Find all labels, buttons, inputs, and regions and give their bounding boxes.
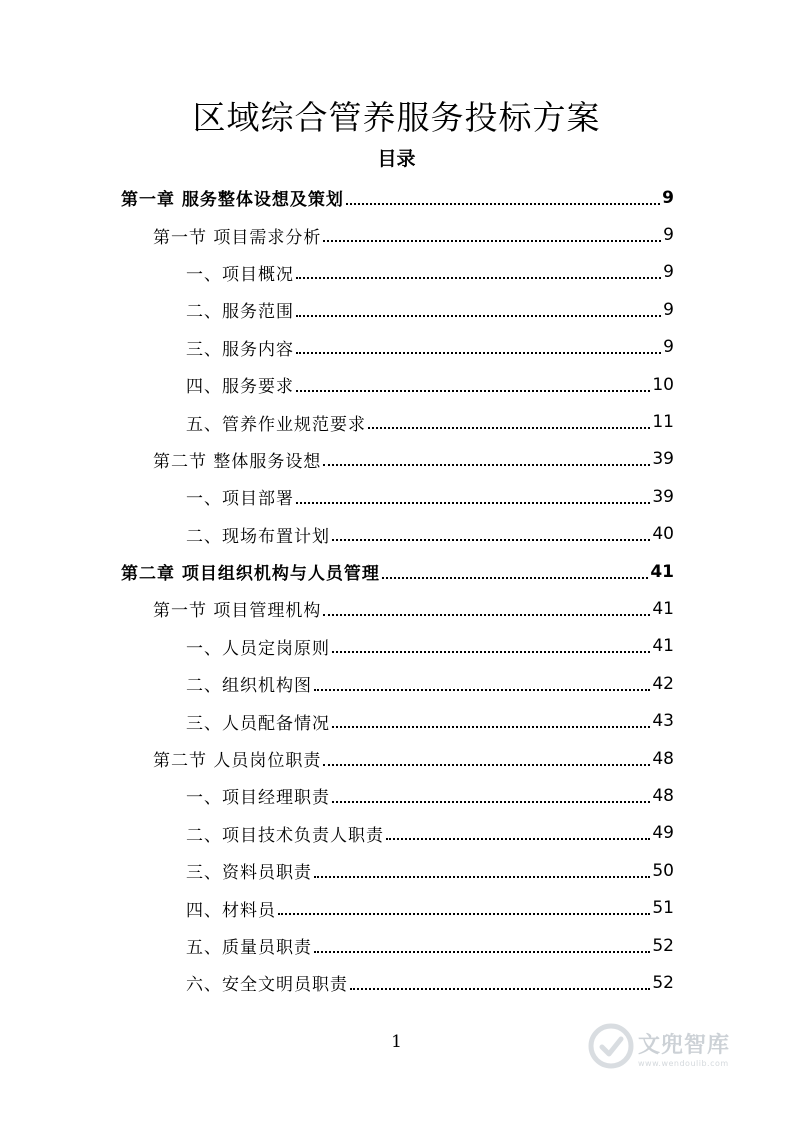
toc-entry-label[interactable]: 第二节 整体服务设想 bbox=[153, 451, 322, 472]
toc-entry-page[interactable]: 11 bbox=[652, 412, 674, 433]
toc-entry-page[interactable]: 39 bbox=[652, 449, 674, 470]
toc-entry[interactable] bbox=[0, 553, 674, 590]
toc-entry-label[interactable]: 一、项目部署 bbox=[186, 489, 294, 510]
toc-entry-page[interactable]: 48 bbox=[652, 785, 674, 806]
watermark-url: www.wendoulib.com bbox=[638, 1059, 729, 1068]
toc-entry-page[interactable]: 52 bbox=[652, 935, 674, 956]
toc-entry[interactable] bbox=[0, 777, 674, 814]
toc-dot-leader bbox=[332, 651, 650, 653]
toc-dot-leader bbox=[368, 427, 650, 429]
toc-entry-page[interactable]: 48 bbox=[652, 748, 674, 769]
toc-entry-label[interactable]: 第一章 服务整体设想及策划 bbox=[121, 190, 344, 211]
toc-dot-leader bbox=[278, 913, 650, 915]
toc-entry[interactable] bbox=[0, 366, 674, 403]
toc-entry-label[interactable]: 二、服务范围 bbox=[186, 302, 294, 323]
toc-entry-page[interactable]: 9 bbox=[662, 187, 674, 208]
wendou-logo-icon bbox=[588, 1023, 634, 1073]
toc-entry-label[interactable]: 四、材料员 bbox=[186, 900, 276, 921]
toc-dot-leader bbox=[296, 502, 650, 504]
toc-entry[interactable] bbox=[0, 740, 674, 777]
toc-entry[interactable] bbox=[0, 441, 674, 478]
toc-dot-leader bbox=[323, 240, 661, 242]
document-title: 区域综合管养服务投标方案 bbox=[192, 98, 601, 137]
toc-entry-label[interactable]: 五、管养作业规范要求 bbox=[186, 414, 366, 435]
toc-dot-leader bbox=[346, 203, 660, 205]
toc-dot-leader bbox=[332, 801, 650, 803]
table-of-contents bbox=[0, 179, 793, 1002]
toc-entry-page[interactable]: 41 bbox=[650, 561, 674, 582]
toc-entry[interactable] bbox=[0, 964, 674, 1001]
toc-entry-page[interactable]: 41 bbox=[652, 598, 674, 619]
toc-entry-page[interactable]: 40 bbox=[652, 524, 674, 545]
toc-entry[interactable] bbox=[0, 254, 674, 291]
toc-entry-page[interactable]: 50 bbox=[652, 860, 674, 881]
toc-entry[interactable] bbox=[0, 927, 674, 964]
page-number: 1 bbox=[391, 1032, 402, 1052]
toc-dot-leader bbox=[314, 951, 650, 953]
toc-entry[interactable] bbox=[0, 852, 674, 889]
toc-entry-label[interactable]: 一、人员定岗原则 bbox=[186, 638, 330, 659]
toc-entry-page[interactable]: 41 bbox=[652, 636, 674, 657]
toc-entry-label[interactable]: 第二节 人员岗位职责 bbox=[153, 751, 322, 772]
toc-dot-leader bbox=[350, 988, 650, 990]
toc-entry[interactable] bbox=[0, 179, 674, 216]
toc-dot-leader bbox=[323, 614, 650, 616]
toc-entry[interactable] bbox=[0, 590, 674, 627]
toc-dot-leader bbox=[323, 764, 650, 766]
toc-entry-page[interactable]: 9 bbox=[663, 262, 674, 283]
toc-entry-label[interactable]: 第一节 项目需求分析 bbox=[153, 227, 322, 248]
toc-dot-leader bbox=[296, 352, 661, 354]
toc-entry-label[interactable]: 第一节 项目管理机构 bbox=[153, 601, 322, 622]
toc-entry[interactable] bbox=[0, 478, 674, 515]
toc-entry-page[interactable]: 9 bbox=[663, 337, 674, 358]
toc-entry[interactable] bbox=[0, 702, 674, 739]
toc-dot-leader bbox=[323, 464, 650, 466]
toc-entry-page[interactable]: 42 bbox=[652, 673, 674, 694]
toc-entry-label[interactable]: 六、安全文明员职责 bbox=[186, 975, 348, 996]
toc-entry-page[interactable]: 39 bbox=[652, 486, 674, 507]
toc-entry-label[interactable]: 三、服务内容 bbox=[186, 339, 294, 360]
toc-entry-label[interactable]: 一、项目经理职责 bbox=[186, 788, 330, 809]
toc-entry[interactable] bbox=[0, 628, 674, 665]
toc-dot-leader bbox=[296, 277, 661, 279]
toc-entry[interactable] bbox=[0, 403, 674, 440]
toc-entry-label[interactable]: 一、项目概况 bbox=[186, 264, 294, 285]
toc-entry-label[interactable]: 二、现场布置计划 bbox=[186, 526, 330, 547]
toc-entry-page[interactable]: 9 bbox=[663, 299, 674, 320]
toc-entry[interactable] bbox=[0, 516, 674, 553]
toc-entry-page[interactable]: 43 bbox=[652, 711, 674, 732]
toc-entry-label[interactable]: 二、组织机构图 bbox=[186, 676, 312, 697]
toc-entry-label[interactable]: 四、服务要求 bbox=[186, 377, 294, 398]
toc-entry[interactable] bbox=[0, 291, 674, 328]
toc-dot-leader bbox=[332, 726, 650, 728]
toc-entry-page[interactable]: 52 bbox=[652, 972, 674, 993]
toc-entry-page[interactable]: 9 bbox=[663, 225, 674, 246]
toc-entry-label[interactable]: 二、项目技术负责人职责 bbox=[186, 825, 384, 846]
toc-dot-leader bbox=[314, 876, 650, 878]
toc-entry-page[interactable]: 51 bbox=[652, 898, 674, 919]
toc-entry-page[interactable]: 10 bbox=[652, 374, 674, 395]
toc-entry[interactable] bbox=[0, 329, 674, 366]
toc-dot-leader bbox=[332, 539, 650, 541]
toc-entry-label[interactable]: 第二章 项目组织机构与人员管理 bbox=[121, 564, 380, 585]
watermark-name: 文兜智库 bbox=[638, 1033, 731, 1058]
toc-dot-leader bbox=[296, 315, 661, 317]
toc-entry[interactable] bbox=[0, 815, 674, 852]
toc-entry[interactable] bbox=[0, 889, 674, 926]
toc-dot-leader bbox=[382, 577, 648, 579]
toc-dot-leader bbox=[296, 390, 650, 392]
toc-heading: 目录 bbox=[377, 148, 416, 170]
toc-entry[interactable] bbox=[0, 665, 674, 702]
watermark bbox=[588, 1018, 758, 1078]
toc-dot-leader bbox=[386, 838, 650, 840]
toc-entry-label[interactable]: 三、资料员职责 bbox=[186, 863, 312, 884]
toc-entry-page[interactable]: 49 bbox=[652, 823, 674, 844]
watermark-text bbox=[638, 1028, 730, 1068]
toc-entry-label[interactable]: 三、人员配备情况 bbox=[186, 713, 330, 734]
toc-entry[interactable] bbox=[0, 216, 674, 253]
toc-entry-label[interactable]: 五、质量员职责 bbox=[186, 938, 312, 958]
toc-dot-leader bbox=[314, 689, 650, 691]
